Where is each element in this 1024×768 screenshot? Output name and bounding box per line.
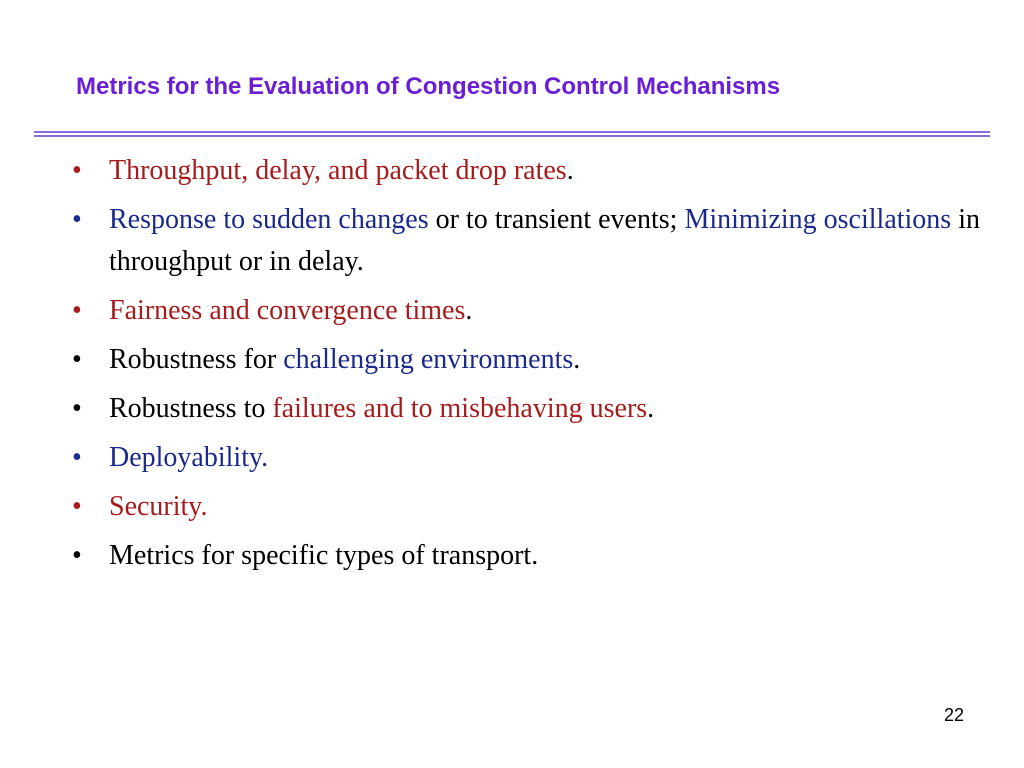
bullet-marker-icon: • — [72, 442, 82, 473]
title-divider-bottom — [34, 135, 990, 137]
bullet-text-segment: in throughput or in delay. — [109, 204, 980, 277]
bullet-item — [0, 339, 989, 381]
bullet-text-segment: challenging environments — [283, 344, 574, 375]
bullet-item — [0, 150, 989, 192]
bullet-marker-icon: • — [72, 393, 82, 424]
bullet-marker-icon: • — [72, 491, 82, 522]
title-divider-top — [34, 131, 990, 133]
page-number: 22 — [943, 705, 964, 725]
bullet-item — [0, 535, 989, 577]
bullet-marker-icon: • — [72, 344, 82, 375]
bullet-text-segment: Throughput, delay, and packet drop rates — [109, 155, 567, 186]
bullet-item — [0, 437, 989, 479]
bullet-text-segment: Minimizing oscillations — [684, 204, 952, 235]
bullet-text-segment: . — [465, 295, 473, 326]
bullet-text-segment: Security. — [109, 491, 208, 522]
bullet-marker-icon: • — [72, 204, 82, 235]
bullet-text-segment: . — [647, 393, 655, 424]
bullet-marker-icon: • — [72, 540, 82, 571]
bullet-item — [0, 388, 989, 430]
bullet-text-segment: Fairness and convergence times — [109, 295, 466, 326]
bullet-text-segment: failures and to misbehaving users — [272, 393, 648, 424]
bullet-text-segment: Metrics for specific types of transport. — [109, 540, 539, 571]
bullet-item — [0, 199, 989, 283]
slide-title: Metrics for the Evaluation of Congestion Control Mechanisms — [76, 73, 781, 100]
bullet-marker-icon: • — [72, 295, 82, 326]
bullet-list — [0, 150, 1024, 584]
bullet-text-segment: Deployability. — [109, 442, 269, 473]
bullet-text-segment: Robustness to — [109, 393, 273, 424]
bullet-marker-icon: • — [72, 155, 82, 186]
bullet-item — [0, 290, 989, 332]
bullet-text-segment: Response to sudden changes — [109, 204, 429, 235]
bullet-item — [0, 486, 989, 528]
bullet-text-segment: . — [573, 344, 581, 375]
bullet-text-segment: or to transient events; — [428, 204, 685, 235]
bullet-text-segment: . — [566, 155, 574, 186]
bullet-text-segment: Robustness for — [109, 344, 284, 375]
